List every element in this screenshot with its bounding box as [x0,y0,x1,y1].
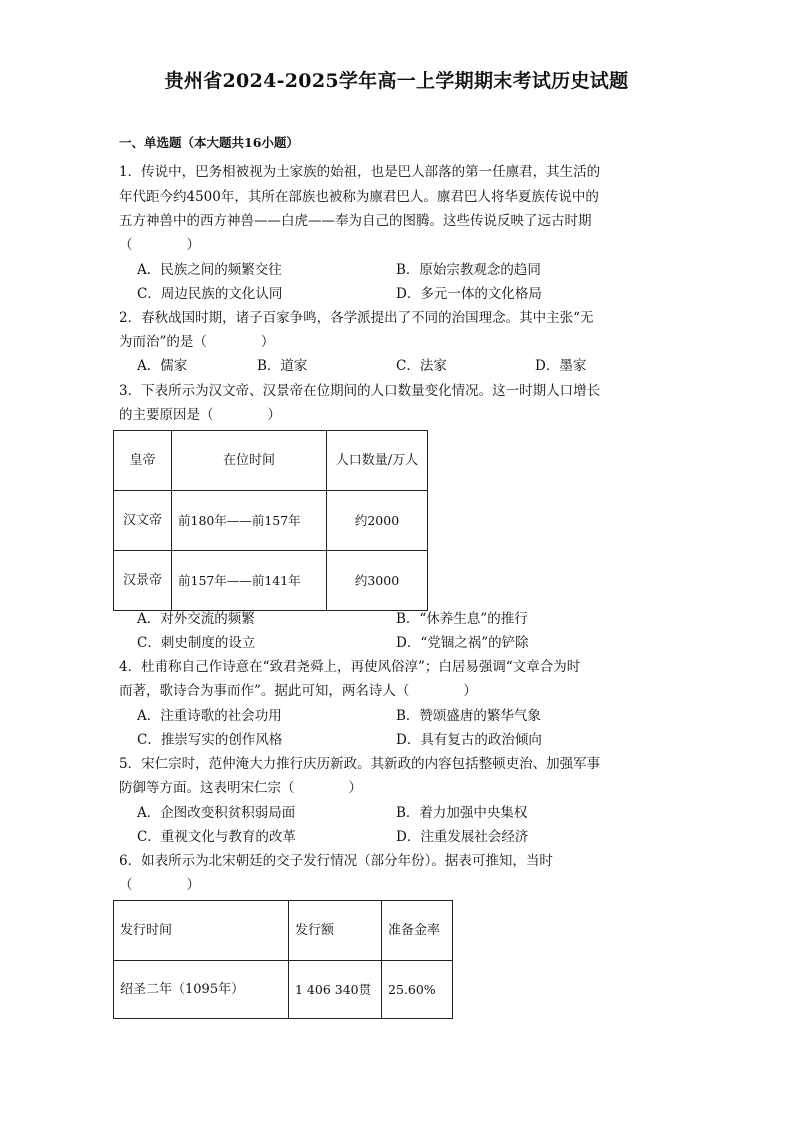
q1-line-3: 五方神兽中的西方神兽——白虎——奉为自己的图腾。这些传说反映了远古时期 [119,213,592,229]
table-cell: 前180年——前157年 [172,491,327,551]
q4-option-b: B．赞颂盛唐的繁华气象 [396,708,541,724]
table-cell: 25.60% [382,961,453,1019]
q2-line-1: 2．春秋战国时期，诸子百家争鸣，各学派提出了不同的治国理念。其中主张“无 [119,310,594,326]
q4-option-c: C．推崇写实的创作风格 [137,732,283,748]
q5-option-c: C．重视文化与教育的改革 [137,829,296,845]
q4-line-2: 而著，歌诗合为事而作”。据此可知，两名诗人（ ） [119,683,477,699]
table-cell: 汉文帝 [114,491,172,551]
table-row [114,551,428,611]
q2-option-b: B．道家 [257,358,308,374]
table-cell: 前157年——前141年 [172,551,327,611]
q1-option-c: C．周边民族的文化认同 [137,286,283,302]
q6-line-2: （ ） [119,877,200,893]
q6-line-1: 6．如表所示为北宋朝廷的交子发行情况（部分年份）。据表可推知，当时 [119,853,553,869]
page-title: 贵州省2024-2025学年高一上学期期末考试历史试题 [164,70,629,92]
q1-option-a: A．民族之间的频繁交往 [137,262,282,278]
table-header-cell: 发行额 [289,901,382,961]
table-cell: 绍圣二年（1095年） [114,961,289,1019]
q3-option-d: D．“党锢之祸”的铲除 [396,635,529,651]
q3-line-1: 3．下表所示为汉文帝、汉景帝在位期间的人口数量变化情况。这一时期人口增长 [119,383,601,399]
q3-line-2: 的主要原因是（ ） [119,407,281,423]
jiaozi-table [113,900,453,1019]
table-header-cell: 在位时间 [172,431,327,491]
q1-line-2: 年代距今约4500年，其所在部族也被称为廪君巴人。廪君巴人将华夏族传说中的 [119,189,599,205]
q2-option-a: A．儒家 [137,358,188,374]
table-header-cell: 皇帝 [114,431,172,491]
q3-option-a: A．对外交流的频繁 [137,611,255,627]
q5-option-b: B．着力加强中央集权 [396,805,528,821]
q2-line-2: 为而治”的是（ ） [119,334,275,350]
table-cell: 约2000 [327,491,428,551]
table-header-row [114,901,453,961]
q1-line-1: 1．传说中，巴务相被视为土家族的始祖，也是巴人部落的第一任廪君，其生活的 [119,164,601,180]
table-header-cell: 准备金率 [382,901,453,961]
section-heading: 一、单选题（本大题共16小题） [119,135,299,150]
table-header-row [114,431,428,491]
table-cell: 约3000 [327,551,428,611]
table-row [114,491,428,551]
q3-option-b: B．“休养生息”的推行 [396,611,528,627]
population-table [113,430,428,611]
q4-option-a: A．注重诗歌的社会功用 [137,708,282,724]
q5-option-d: D．注重发展社会经济 [396,829,529,845]
q5-line-2: 防御等方面。这表明宋仁宗（ ） [119,780,362,796]
q5-option-a: A．企图改变积贫积弱局面 [137,805,296,821]
q1-option-b: B．原始宗教观念的趋同 [396,262,541,278]
q3-option-c: C．刺史制度的设立 [137,635,256,651]
q4-line-1: 4．杜甫称自己作诗意在“致君尧舜上，再使风俗淳”；白居易强调“文章合为时 [119,659,581,675]
q2-option-c: C．法家 [396,358,447,374]
table-header-cell: 发行时间 [114,901,289,961]
table-row [114,961,453,1019]
q1-option-d: D．多元一体的文化格局 [396,286,542,302]
q1-line-4: （ ） [119,237,200,253]
table-cell: 1 406 340贯 [289,961,382,1019]
table-cell: 汉景帝 [114,551,172,611]
q2-option-d: D．墨家 [535,358,587,374]
table-header-cell: 人口数量/万人 [327,431,428,491]
q5-line-1: 5．宋仁宗时，范仲淹大力推行庆历新政。其新政的内容包括整顿吏治、加强军事 [119,756,601,772]
q4-option-d: D．具有复古的政治倾向 [396,732,542,748]
